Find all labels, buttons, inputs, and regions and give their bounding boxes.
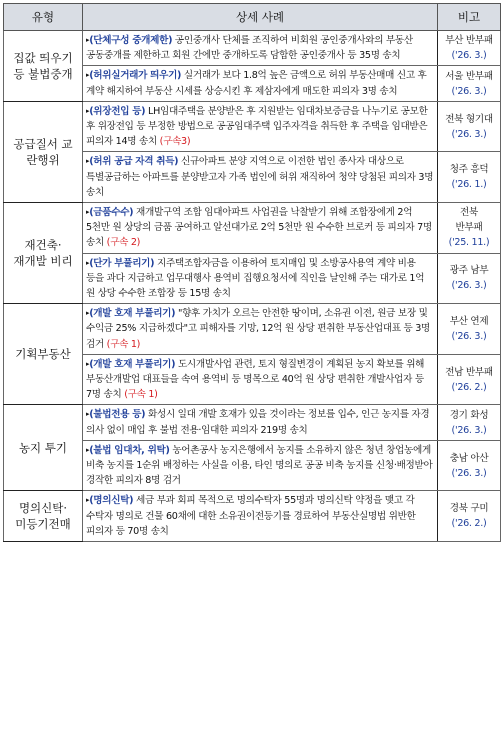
header-row: [4, 4, 501, 31]
case-detail: [83, 304, 438, 355]
case-text: 세금 부과 회피 목적으로 명의수탁자 55명과 명의신탁 약정을 맺고 각 수탁자 명의로 건물 60채에 대한 소유권이전등기를 경료하여 부동산실명법 위반한 피의자 등 70명 송치: [86, 495, 416, 537]
case-date: ('26. 3.): [451, 467, 487, 479]
case-note: [438, 152, 501, 203]
case-text: 신규아파트 분양 지역으로 이전한 법인 종사자 대상으로 특별공급하는 아파트를 분양받고자 가족 법인에 허위 재직하여 청약 당첨된 피의자 3명 송치: [86, 156, 434, 198]
bullet-icon: ▸: [86, 258, 90, 267]
case-detail: [83, 66, 438, 101]
case-label: (금품수수): [89, 207, 134, 219]
agency-name: 부산 반부패: [445, 35, 493, 47]
case-label: (단체구성 중개제한): [89, 35, 173, 46]
arrest-note: (구속 2): [103, 237, 141, 249]
agency-name: 서울 반부패: [445, 70, 493, 82]
case-label: (허위실거래가 띄우기): [89, 70, 182, 82]
case-date: ('26. 3.): [451, 331, 487, 343]
bullet-icon: ▸: [86, 445, 90, 454]
agency-name: 전북 형기대: [445, 113, 493, 125]
case-note: [438, 491, 501, 542]
case-text: LH임대주택을 분양받은 후 지원받는 임대차보증금을 나누기로 공모한 후 위장전입 등 부정한 방법으로 공공임대주택 입주자격을 취득한 후 주택을 임대받은 피의자 14명 송치: [86, 105, 428, 148]
arrest-note: (구속3): [156, 136, 191, 148]
category-cell: 기획부동산: [4, 304, 83, 405]
case-label: (개발 호재 부풀리기): [89, 358, 176, 370]
case-detail: [83, 253, 438, 304]
bullet-icon: ▸: [86, 71, 90, 80]
case-detail: [83, 31, 438, 66]
case-table: [3, 3, 501, 542]
bullet-icon: ▸: [86, 157, 90, 166]
case-note: [438, 203, 501, 254]
bullet-icon: ▸: [86, 36, 90, 44]
case-date: ('26. 2.): [451, 518, 487, 530]
arrest-note: (구속 1): [103, 338, 141, 350]
case-detail: [83, 203, 438, 254]
case-label: (개발 호재 부풀리기): [89, 308, 176, 320]
case-note: [438, 354, 501, 405]
case-date: ('26. 3.): [451, 85, 487, 97]
header-note: 비고: [438, 4, 501, 31]
agency-name: 충남 아산: [449, 452, 489, 464]
bullet-icon: ▸: [86, 359, 90, 368]
case-note: [438, 253, 501, 304]
case-detail: [83, 440, 438, 491]
table-row: [4, 491, 501, 542]
table-row: [4, 405, 501, 440]
case-detail: [83, 491, 438, 542]
bullet-icon: ▸: [86, 496, 90, 505]
agency-name: 경북 구미: [449, 503, 489, 515]
category-cell: 농지 투기: [4, 405, 83, 491]
case-note: [438, 101, 501, 152]
case-label: (불법 임대차, 위탁): [89, 444, 170, 456]
case-date: ('26. 3.): [451, 50, 487, 62]
agency-name: 청주 흥덕: [449, 164, 489, 176]
case-text: 공인중개사 단체를 조직하여 비회원 공인중개사와의 부동산 공동중개를 제한하고 회원 간에만 중개하도록 담합한 공인중개사 등 35명 송치: [86, 35, 413, 62]
case-label: (허위 공급 자격 취득): [89, 156, 179, 168]
case-note: [438, 304, 501, 355]
case-date: ('26. 3.): [451, 424, 487, 436]
agency-name: 광주 남부: [449, 265, 489, 277]
table-row: [4, 304, 501, 355]
case-text: 화성시 일대 개발 호재가 있을 것이라는 정보를 입수, 인근 농지를 자경 의사 없이 매입 후 불법 전용·임대한 피의자 219명 송치: [86, 409, 430, 436]
case-date: ('25. 11.): [448, 237, 490, 249]
case-detail: [83, 101, 438, 152]
case-label: (단가 부풀리기): [89, 257, 155, 269]
bullet-icon: ▸: [86, 410, 90, 419]
case-date: ('26. 3.): [451, 280, 487, 292]
case-label: (불법전용 등): [89, 409, 146, 421]
agency-name: 경기 화성: [449, 409, 489, 421]
header-detail: 상세 사례: [83, 4, 438, 31]
case-date: ('26. 3.): [451, 128, 487, 140]
agency-name: 전북 반부패: [455, 207, 483, 234]
case-text: 도시개발사업 관련, 토지 형질변경이 계획된 농지 확보를 위해 부동산개발업 대표들을 속여 용역비 등 명목으로 40억 원 상당 편취한 개발사업자 등 7명 송치: [86, 358, 425, 401]
table-row: [4, 101, 501, 152]
case-table-body: [4, 31, 501, 542]
category-cell: 집값 띄우기 등 불법중개: [4, 31, 83, 102]
case-text: 지주택조합자금을 이용하여 토지매입 및 소방공사용역 계약 비용 등을 과다 지급하고 업무대행사 용역비 집행요청서에 직인을 날인해 주는 대가로 1억 원 상당 수수한 조합장 등 15명 송치: [86, 257, 425, 300]
case-detail: [83, 354, 438, 405]
case-note: [438, 31, 501, 66]
category-cell: 명의신탁· 미등기전매: [4, 491, 83, 542]
case-text: 실거래가 보다 1.8억 높은 금액으로 허위 부동산매매 신고 후 계약 해지하여 부동산 시세를 상승시킨 후 제삼자에게 매도한 피의자 3명 송치: [86, 70, 427, 97]
header-type: 유형: [4, 4, 83, 31]
case-date: ('26. 1.): [451, 179, 487, 191]
case-note: [438, 440, 501, 491]
arrest-note: (구속 1): [121, 389, 158, 401]
table-row: [4, 203, 501, 254]
case-text: 농어촌공사 농지은행에서 농지를 소유하지 않은 청년 창업농에게 비축 농지를 1순위 배정하는 사실을 이용, 타인 명의로 공공 비축 농지를 신청·배정받아 경작한 피의자 8명 검거: [86, 444, 433, 487]
agency-name: 부산 연제: [449, 316, 489, 328]
case-note: [438, 405, 501, 440]
case-date: ('26. 2.): [451, 381, 487, 393]
agency-name: 전남 반부패: [445, 366, 493, 378]
table-row: [4, 31, 501, 66]
bullet-icon: ▸: [86, 106, 90, 115]
case-text: "향후 가치가 오르는 안전한 땅이며, 소유권 이전, 원금 보장 및 수익금 25% 지급하겠다"고 피해자를 기망, 12억 원 상당 편취한 부동산업대표 등 3명 검거: [86, 308, 430, 350]
case-note: [438, 66, 501, 101]
case-detail: [83, 405, 438, 440]
case-text: 재개발구역 조합 임대아파트 사업권을 낙찰받기 위해 조합장에게 2억 5천만 원 상당의 금품 공여하고 알선대가로 2억 5천만 원 수수한 브로커 등 피의자 7명 송치: [86, 207, 432, 249]
bullet-icon: ▸: [86, 309, 90, 318]
case-label: (명의신탁): [89, 495, 134, 507]
category-cell: 재건축· 재개발 비리: [4, 203, 83, 304]
case-label: (위장전입 등): [89, 105, 146, 117]
category-cell: 공급질서 교 란행위: [4, 101, 83, 202]
bullet-icon: ▸: [86, 208, 90, 217]
case-detail: [83, 152, 438, 203]
